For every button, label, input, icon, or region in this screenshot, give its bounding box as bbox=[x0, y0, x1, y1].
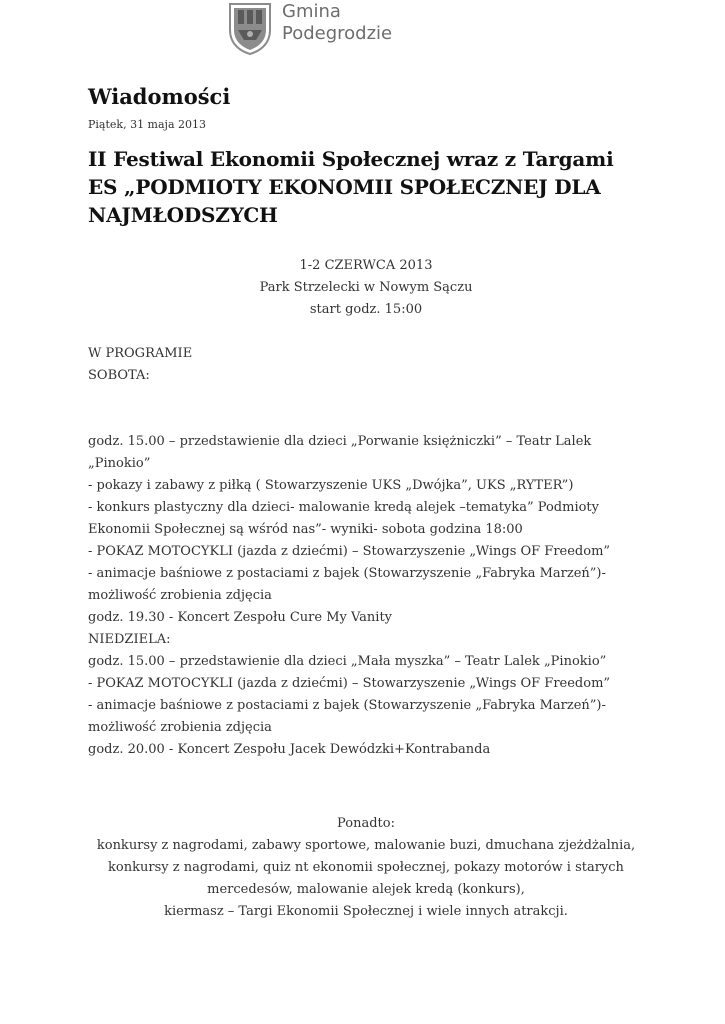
extra-line: kiermasz – Targi Ekonomii Społecznej i wiele innych atrakcji. bbox=[164, 904, 568, 919]
schedule-item: - animacje baśniowe z postaciami z bajek (Stowarzyszenie „Fabryka Marzeń”)- możliwość zrobienia zdjęcia bbox=[88, 698, 606, 735]
article-date: Piątek, 31 maja 2013 bbox=[88, 118, 207, 131]
schedule-item: - pokazy i zabawy z piłką ( Stowarzyszenie UKS „Dwójka”, UKS „RYTER”) bbox=[88, 478, 574, 493]
saturday-heading: SOBOTA: bbox=[88, 368, 150, 383]
schedule-item: godz. 15.00 – przedstawienie dla dzieci „Mała myszka” – Teatr Lalek „Pinokio” bbox=[88, 654, 607, 669]
site-header bbox=[226, 0, 392, 56]
logo-line-2: Podegrodzie bbox=[282, 23, 393, 44]
schedule-item: godz. 19.30 - Koncert Zespołu Cure My Vanity bbox=[88, 610, 393, 625]
extra-attractions bbox=[88, 813, 644, 923]
extra-heading: Ponadto: bbox=[337, 816, 395, 831]
event-dates: 1-2 CZERWCA 2013 bbox=[299, 258, 433, 273]
schedule-list bbox=[88, 431, 644, 761]
event-start: start godz. 15:00 bbox=[309, 302, 423, 317]
article bbox=[88, 80, 644, 923]
schedule-item: godz. 15.00 – przedstawienie dla dzieci „Porwanie księżniczki” – Teatr Lalek „Pinokio” bbox=[88, 434, 592, 471]
section-title: Wiadomości bbox=[88, 84, 231, 109]
schedule-item: - animacje baśniowe z postaciami z bajek (Stowarzyszenie „Fabryka Marzeń”)- możliwość zrobienia zdjęcia bbox=[88, 566, 606, 603]
site-logo-text[interactable] bbox=[282, 1, 392, 45]
schedule-item: - POKAZ MOTOCYKLI (jazda z dziećmi) – Stowarzyszenie „Wings OF Freedom” bbox=[88, 676, 611, 691]
schedule-item: - POKAZ MOTOCYKLI (jazda z dziećmi) – Stowarzyszenie „Wings OF Freedom” bbox=[88, 544, 611, 559]
sunday-heading: NIEDZIELA: bbox=[88, 632, 171, 647]
extra-line: konkursy z nagrodami, zabawy sportowe, malowanie buzi, dmuchana zjeżdżalnia, bbox=[96, 838, 636, 853]
event-info bbox=[88, 255, 644, 321]
extra-line: konkursy z nagrodami, quiz nt ekonomii społecznej, pokazy motorów i starych mercedesów, malowanie alejek kredą (konkurs), bbox=[108, 860, 624, 897]
schedule-item: godz. 20.00 - Koncert Zespołu Jacek Dewódzki+Kontrabanda bbox=[88, 742, 491, 757]
coat-of-arms-icon bbox=[226, 0, 274, 56]
program-header bbox=[88, 343, 644, 387]
program-heading: W PROGRAMIE bbox=[88, 346, 193, 361]
article-title: II Festiwal Ekonomii Społecznej wraz z Targami ES „PODMIOTY EKONOMII SPOŁECZNEJ DLA NAJMŁODSZYCH bbox=[88, 147, 614, 227]
schedule-item: - konkurs plastyczny dla dzieci- malowanie kredą alejek –tematyka” Podmioty Ekonomii Społecznej są wśród nas”- wyniki- sobota godzina 18:00 bbox=[88, 500, 600, 537]
event-place: Park Strzelecki w Nowym Sączu bbox=[259, 280, 473, 295]
logo-line-1: Gmina bbox=[282, 1, 341, 22]
